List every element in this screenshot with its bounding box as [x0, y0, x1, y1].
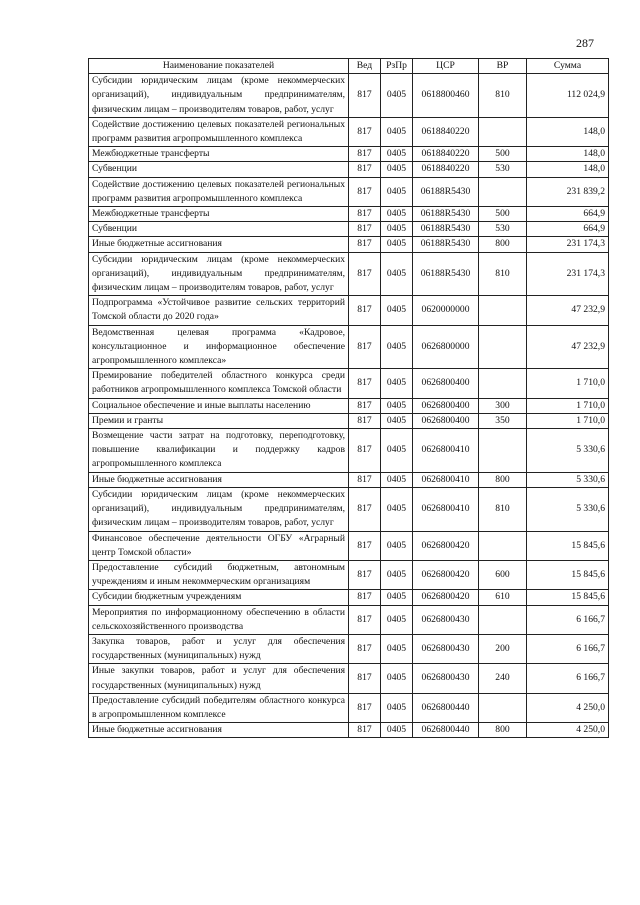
cell-rzpr: 0405: [381, 723, 413, 738]
cell-vr: 610: [479, 590, 527, 605]
table-row: [89, 147, 609, 162]
table-row: [89, 252, 609, 296]
cell-ved: 817: [349, 296, 381, 325]
cell-name: Иные бюджетные ассигнования: [89, 237, 349, 252]
table-row: [89, 369, 609, 398]
cell-csr: 0626800430: [413, 634, 479, 663]
cell-vr: 300: [479, 398, 527, 413]
table-row: [89, 560, 609, 589]
cell-name: Премирование победителей областного конкурса среди работников агропромышленного комплекса Томской области: [89, 369, 349, 398]
cell-name: Подпрограмма «Устойчивое развитие сельских территорий Томской области до 2020 года»: [89, 296, 349, 325]
cell-sum: 231 839,2: [527, 177, 609, 206]
cell-csr: 0626800410: [413, 472, 479, 487]
cell-sum: 6 166,7: [527, 664, 609, 693]
table-row: [89, 472, 609, 487]
cell-csr: 06188R5430: [413, 222, 479, 237]
cell-vr: 810: [479, 74, 527, 118]
cell-rzpr: 0405: [381, 398, 413, 413]
cell-name: Иные бюджетные ассигнования: [89, 472, 349, 487]
cell-rzpr: 0405: [381, 693, 413, 722]
cell-ved: 817: [349, 177, 381, 206]
cell-rzpr: 0405: [381, 325, 413, 369]
page-number: 287: [576, 36, 594, 50]
cell-rzpr: 0405: [381, 162, 413, 177]
cell-rzpr: 0405: [381, 590, 413, 605]
cell-ved: 817: [349, 693, 381, 722]
cell-ved: 817: [349, 429, 381, 473]
cell-csr: 0618800460: [413, 74, 479, 118]
table-row: [89, 531, 609, 560]
cell-sum: 15 845,6: [527, 531, 609, 560]
cell-name: Премии и гранты: [89, 413, 349, 428]
cell-name: Закупка товаров, работ и услуг для обеспечения государственных (муниципальных) нужд: [89, 634, 349, 663]
cell-rzpr: 0405: [381, 147, 413, 162]
cell-sum: 112 024,9: [527, 74, 609, 118]
cell-vr: 530: [479, 222, 527, 237]
table-row: [89, 325, 609, 369]
header-rzpr: РзПр: [381, 59, 413, 74]
cell-rzpr: 0405: [381, 117, 413, 146]
cell-vr: [479, 296, 527, 325]
table-row: [89, 117, 609, 146]
cell-rzpr: 0405: [381, 252, 413, 296]
cell-ved: 817: [349, 487, 381, 531]
cell-name: Иные закупки товаров, работ и услуг для обеспечения государственных (муниципальных) нужд: [89, 664, 349, 693]
cell-ved: 817: [349, 531, 381, 560]
cell-csr: 0626800400: [413, 398, 479, 413]
cell-ved: 817: [349, 634, 381, 663]
cell-vr: 600: [479, 560, 527, 589]
cell-rzpr: 0405: [381, 429, 413, 473]
cell-ved: 817: [349, 237, 381, 252]
budget-table: [88, 58, 609, 738]
cell-csr: 0618840220: [413, 162, 479, 177]
cell-rzpr: 0405: [381, 177, 413, 206]
cell-sum: 148,0: [527, 117, 609, 146]
cell-vr: [479, 693, 527, 722]
cell-name: Содействие достижению целевых показателей региональных программ развития агропромышленного комплекса: [89, 117, 349, 146]
cell-ved: 817: [349, 472, 381, 487]
cell-sum: 5 330,6: [527, 487, 609, 531]
cell-rzpr: 0405: [381, 605, 413, 634]
table-row: [89, 398, 609, 413]
cell-csr: 06188R5430: [413, 237, 479, 252]
cell-rzpr: 0405: [381, 413, 413, 428]
cell-ved: 817: [349, 413, 381, 428]
cell-rzpr: 0405: [381, 222, 413, 237]
cell-sum: 1 710,0: [527, 369, 609, 398]
header-vr: ВР: [479, 59, 527, 74]
cell-ved: 817: [349, 605, 381, 634]
cell-rzpr: 0405: [381, 237, 413, 252]
cell-sum: 664,9: [527, 222, 609, 237]
cell-rzpr: 0405: [381, 74, 413, 118]
cell-ved: 817: [349, 222, 381, 237]
table-row: [89, 634, 609, 663]
cell-csr: 06188R5430: [413, 207, 479, 222]
table-row: [89, 605, 609, 634]
cell-sum: 5 330,6: [527, 429, 609, 473]
cell-vr: 800: [479, 723, 527, 738]
header-ved: Вед: [349, 59, 381, 74]
cell-name: Мероприятия по информационному обеспечению в области сельскохозяйственного производства: [89, 605, 349, 634]
cell-csr: 0626800400: [413, 369, 479, 398]
table-header-row: [89, 59, 609, 74]
cell-sum: 15 845,6: [527, 590, 609, 605]
cell-name: Ведомственная целевая программа «Кадровое, консультационное и информационное обеспечение агропромышленного комплекса»: [89, 325, 349, 369]
cell-vr: [479, 605, 527, 634]
cell-vr: 810: [479, 487, 527, 531]
cell-name: Субсидии юридическим лицам (кроме некоммерческих организаций), индивидуальным предпринимателям, физическим лицам – производителям товаров, работ, услуг: [89, 487, 349, 531]
cell-vr: 800: [479, 237, 527, 252]
cell-name: Субсидии юридическим лицам (кроме некоммерческих организаций), индивидуальным предпринимателям, физическим лицам – производителям товаров, работ, услуг: [89, 252, 349, 296]
header-sum: Сумма: [527, 59, 609, 74]
cell-rzpr: 0405: [381, 634, 413, 663]
table-body: [89, 74, 609, 738]
table-row: [89, 162, 609, 177]
cell-csr: 0626800440: [413, 723, 479, 738]
cell-vr: [479, 325, 527, 369]
header-name: Наименование показателей: [89, 59, 349, 74]
cell-sum: 231 174,3: [527, 237, 609, 252]
cell-sum: 664,9: [527, 207, 609, 222]
cell-sum: 15 845,6: [527, 560, 609, 589]
cell-csr: 0626800410: [413, 487, 479, 531]
table-row: [89, 177, 609, 206]
cell-sum: 47 232,9: [527, 296, 609, 325]
cell-name: Субвенции: [89, 222, 349, 237]
cell-vr: 500: [479, 147, 527, 162]
cell-csr: 0626800430: [413, 605, 479, 634]
table-row: [89, 237, 609, 252]
cell-csr: 0626800420: [413, 590, 479, 605]
cell-vr: 240: [479, 664, 527, 693]
cell-name: Возмещение части затрат на подготовку, переподготовку, повышение квалификации и поддержку кадров агропромышленного комплекса: [89, 429, 349, 473]
cell-name: Субсидии бюджетным учреждениям: [89, 590, 349, 605]
cell-ved: 817: [349, 325, 381, 369]
cell-vr: [479, 117, 527, 146]
cell-ved: 817: [349, 369, 381, 398]
cell-sum: 4 250,0: [527, 693, 609, 722]
cell-vr: 500: [479, 207, 527, 222]
cell-sum: 1 710,0: [527, 398, 609, 413]
cell-ved: 817: [349, 398, 381, 413]
cell-name: Социальное обеспечение и иные выплаты населению: [89, 398, 349, 413]
cell-name: Субвенции: [89, 162, 349, 177]
cell-sum: 47 232,9: [527, 325, 609, 369]
cell-csr: 0626800410: [413, 429, 479, 473]
cell-sum: 6 166,7: [527, 634, 609, 663]
table-row: [89, 723, 609, 738]
table-row: [89, 664, 609, 693]
cell-csr: 0626800400: [413, 413, 479, 428]
cell-rzpr: 0405: [381, 531, 413, 560]
cell-vr: 530: [479, 162, 527, 177]
cell-vr: 350: [479, 413, 527, 428]
cell-sum: 148,0: [527, 147, 609, 162]
cell-ved: 817: [349, 252, 381, 296]
cell-name: Иные бюджетные ассигнования: [89, 723, 349, 738]
cell-vr: [479, 369, 527, 398]
table-row: [89, 487, 609, 531]
table-row: [89, 590, 609, 605]
cell-csr: 0626800420: [413, 560, 479, 589]
cell-sum: 148,0: [527, 162, 609, 177]
cell-name: Межбюджетные трансферты: [89, 147, 349, 162]
cell-ved: 817: [349, 590, 381, 605]
table-row: [89, 413, 609, 428]
cell-sum: 5 330,6: [527, 472, 609, 487]
cell-csr: 0626800000: [413, 325, 479, 369]
cell-name: Предоставление субсидий бюджетным, автономным учреждениям и иным некоммерческим организациям: [89, 560, 349, 589]
header-csr: ЦСР: [413, 59, 479, 74]
cell-ved: 817: [349, 723, 381, 738]
cell-rzpr: 0405: [381, 472, 413, 487]
cell-name: Субсидии юридическим лицам (кроме некоммерческих организаций), индивидуальным предпринимателям, физическим лицам – производителям товаров, работ, услуг: [89, 74, 349, 118]
cell-name: Межбюджетные трансферты: [89, 207, 349, 222]
cell-ved: 817: [349, 147, 381, 162]
cell-vr: [479, 531, 527, 560]
cell-csr: 0620000000: [413, 296, 479, 325]
cell-csr: 06188R5430: [413, 177, 479, 206]
cell-sum: 1 710,0: [527, 413, 609, 428]
table-row: [89, 222, 609, 237]
table-row: [89, 429, 609, 473]
cell-vr: [479, 429, 527, 473]
cell-rzpr: 0405: [381, 296, 413, 325]
cell-ved: 817: [349, 117, 381, 146]
table-row: [89, 296, 609, 325]
cell-ved: 817: [349, 162, 381, 177]
cell-vr: 810: [479, 252, 527, 296]
table-row: [89, 74, 609, 118]
cell-rzpr: 0405: [381, 664, 413, 693]
cell-vr: [479, 177, 527, 206]
cell-ved: 817: [349, 207, 381, 222]
cell-rzpr: 0405: [381, 207, 413, 222]
cell-vr: 800: [479, 472, 527, 487]
table-row: [89, 693, 609, 722]
cell-csr: 0626800430: [413, 664, 479, 693]
cell-rzpr: 0405: [381, 487, 413, 531]
cell-name: Содействие достижению целевых показателей региональных программ развития агропромышленного комплекса: [89, 177, 349, 206]
cell-csr: 0618840220: [413, 147, 479, 162]
cell-csr: 0626800440: [413, 693, 479, 722]
cell-name: Предоставление субсидий победителям областного конкурса в агропромышленном комплексе: [89, 693, 349, 722]
cell-name: Финансовое обеспечение деятельности ОГБУ «Аграрный центр Томской области»: [89, 531, 349, 560]
cell-sum: 4 250,0: [527, 723, 609, 738]
cell-sum: 6 166,7: [527, 605, 609, 634]
cell-ved: 817: [349, 560, 381, 589]
cell-csr: 06188R5430: [413, 252, 479, 296]
cell-csr: 0626800420: [413, 531, 479, 560]
cell-vr: 200: [479, 634, 527, 663]
cell-rzpr: 0405: [381, 560, 413, 589]
cell-rzpr: 0405: [381, 369, 413, 398]
cell-sum: 231 174,3: [527, 252, 609, 296]
table-row: [89, 207, 609, 222]
cell-csr: 0618840220: [413, 117, 479, 146]
cell-ved: 817: [349, 74, 381, 118]
cell-ved: 817: [349, 664, 381, 693]
